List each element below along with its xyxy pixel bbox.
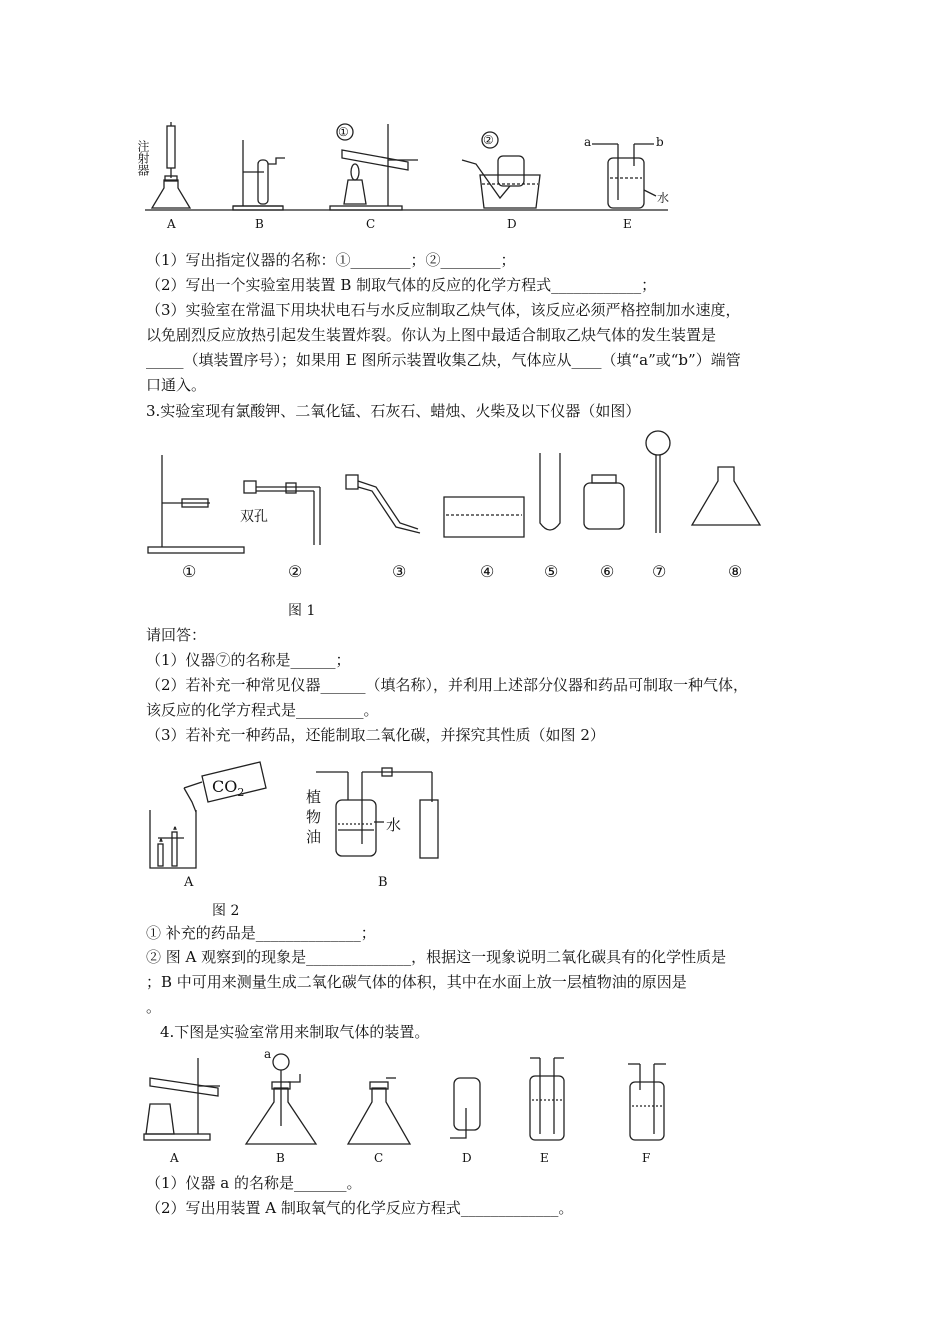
q2-label-water: 水	[657, 191, 670, 205]
q3-figure-1	[140, 425, 780, 595]
q2-mark-2: ②	[483, 133, 494, 147]
q4-intro: 4.下图是实验室常用来制取气体的装置。	[160, 1023, 430, 1041]
q2-line-6: 口通入。	[146, 376, 207, 394]
q3-line2-3: ；B 中可用来测量生成二氧化碳气体的体积，其中在水面上放一层植物油的原因是	[146, 973, 687, 991]
q2-label-c: C	[366, 217, 376, 231]
q3-fig1-label-4: ④	[480, 562, 495, 581]
q3-fig1-label-1: ①	[182, 562, 197, 581]
q3-fig2-co2-sub: 2	[237, 786, 245, 799]
q2-label-port-b: b	[656, 135, 664, 149]
q3-fig1-label-8: ⑧	[728, 562, 743, 581]
q2-line-3: （3）实验室在常温下用块状电石与水反应制取乙炔气体，该反应必须严格控制加水速度，	[146, 301, 741, 319]
q2-label-port-a: a	[584, 135, 592, 149]
q3-fig2-label-a: A	[184, 875, 194, 890]
q3-fig2-oil-2: 物	[306, 808, 322, 826]
q3-line2-4: 。	[146, 998, 162, 1016]
q3-fig2-co2	[212, 777, 244, 799]
q2-label-e: E	[623, 217, 632, 231]
q3-line-1: 请回答：	[146, 626, 207, 644]
q2-label-b: B	[255, 217, 264, 231]
q2-label-syringe: 注射器	[136, 140, 150, 176]
q4-line-1: （1）仪器 a 的名称是_______。	[146, 1174, 362, 1192]
q4-apparatus-figure	[140, 1048, 680, 1170]
q3-line2-2: ② 图 A 观察到的现象是______________，根据这一现象说明二氧化碳具有的化学性质是	[146, 948, 727, 966]
q4-line-2: （2）写出用装置 A 制取氧气的化学反应方程式_____________。	[146, 1199, 574, 1217]
q3-fig1-label-2: ②	[288, 562, 303, 581]
q2-line-2: （2）写出一个实验室用装置 B 制取气体的反应的化学方程式____________；	[146, 276, 657, 294]
q3-line-3: （2）若补充一种常见仪器______（填名称），并利用上述部分仪器和药品可制取一种气体，	[146, 676, 749, 694]
q3-intro: 3.实验室现有氯酸钾、二氧化锰、石灰石、蜡烛、火柴及以下仪器（如图）	[146, 402, 641, 420]
q3-fig2-oil-3: 油	[306, 828, 322, 846]
q2-line-1: （1）写出指定仪器的名称：①________；②________；	[146, 251, 516, 269]
q2-label-d: D	[507, 217, 517, 231]
q3-line2-1: ① 补充的药品是______________；	[146, 924, 376, 942]
q3-line-2: （1）仪器⑦的名称是______；	[146, 651, 351, 669]
q3-fig1-label-7: ⑦	[652, 562, 667, 581]
q3-fig1-label-3: ③	[392, 562, 407, 581]
q4-label-d: D	[462, 1151, 472, 1165]
q3-figure-2-caption: 图 2	[212, 903, 240, 919]
q2-line-5: _____（填装置序号）；如果用 E 图所示装置收集乙炔，气体应从____（填“a”或“b”）端管	[146, 351, 741, 369]
q3-fig2-co2-main: CO	[212, 777, 238, 796]
q3-line-4: 该反应的化学方程式是_________。	[146, 701, 379, 719]
q2-mark-1: ①	[338, 125, 349, 139]
q3-fig2-label-b: B	[378, 875, 388, 890]
q4-label-c: C	[374, 1151, 384, 1165]
q3-figure-2	[140, 752, 445, 897]
q2-label-a: A	[167, 217, 176, 231]
q3-fig1-label-5: ⑤	[544, 562, 559, 581]
q4-label-f: F	[642, 1151, 651, 1165]
q4-label-e: E	[540, 1151, 549, 1165]
q3-line-5: （3）若补充一种药品，还能制取二氧化碳，并探究其性质（如图 2）	[146, 726, 605, 744]
q4-label-b: B	[276, 1151, 285, 1165]
q3-fig1-label-6: ⑥	[600, 562, 615, 581]
q2-apparatus-figure	[136, 120, 670, 235]
q4-label-a: A	[170, 1151, 179, 1165]
q3-fig2-water: 水	[386, 816, 402, 834]
q2-line-4: 以免剧烈反应放热引起发生装置炸裂。你认为上图中最适合制取乙炔气体的发生装置是	[146, 326, 717, 344]
q3-figure-1-caption: 图 1	[288, 603, 316, 619]
q3-fig2-oil-1: 植	[306, 788, 322, 806]
q4-label-instrument-a: a	[264, 1047, 272, 1061]
q3-fig1-shuangkong: 双孔	[240, 509, 268, 525]
